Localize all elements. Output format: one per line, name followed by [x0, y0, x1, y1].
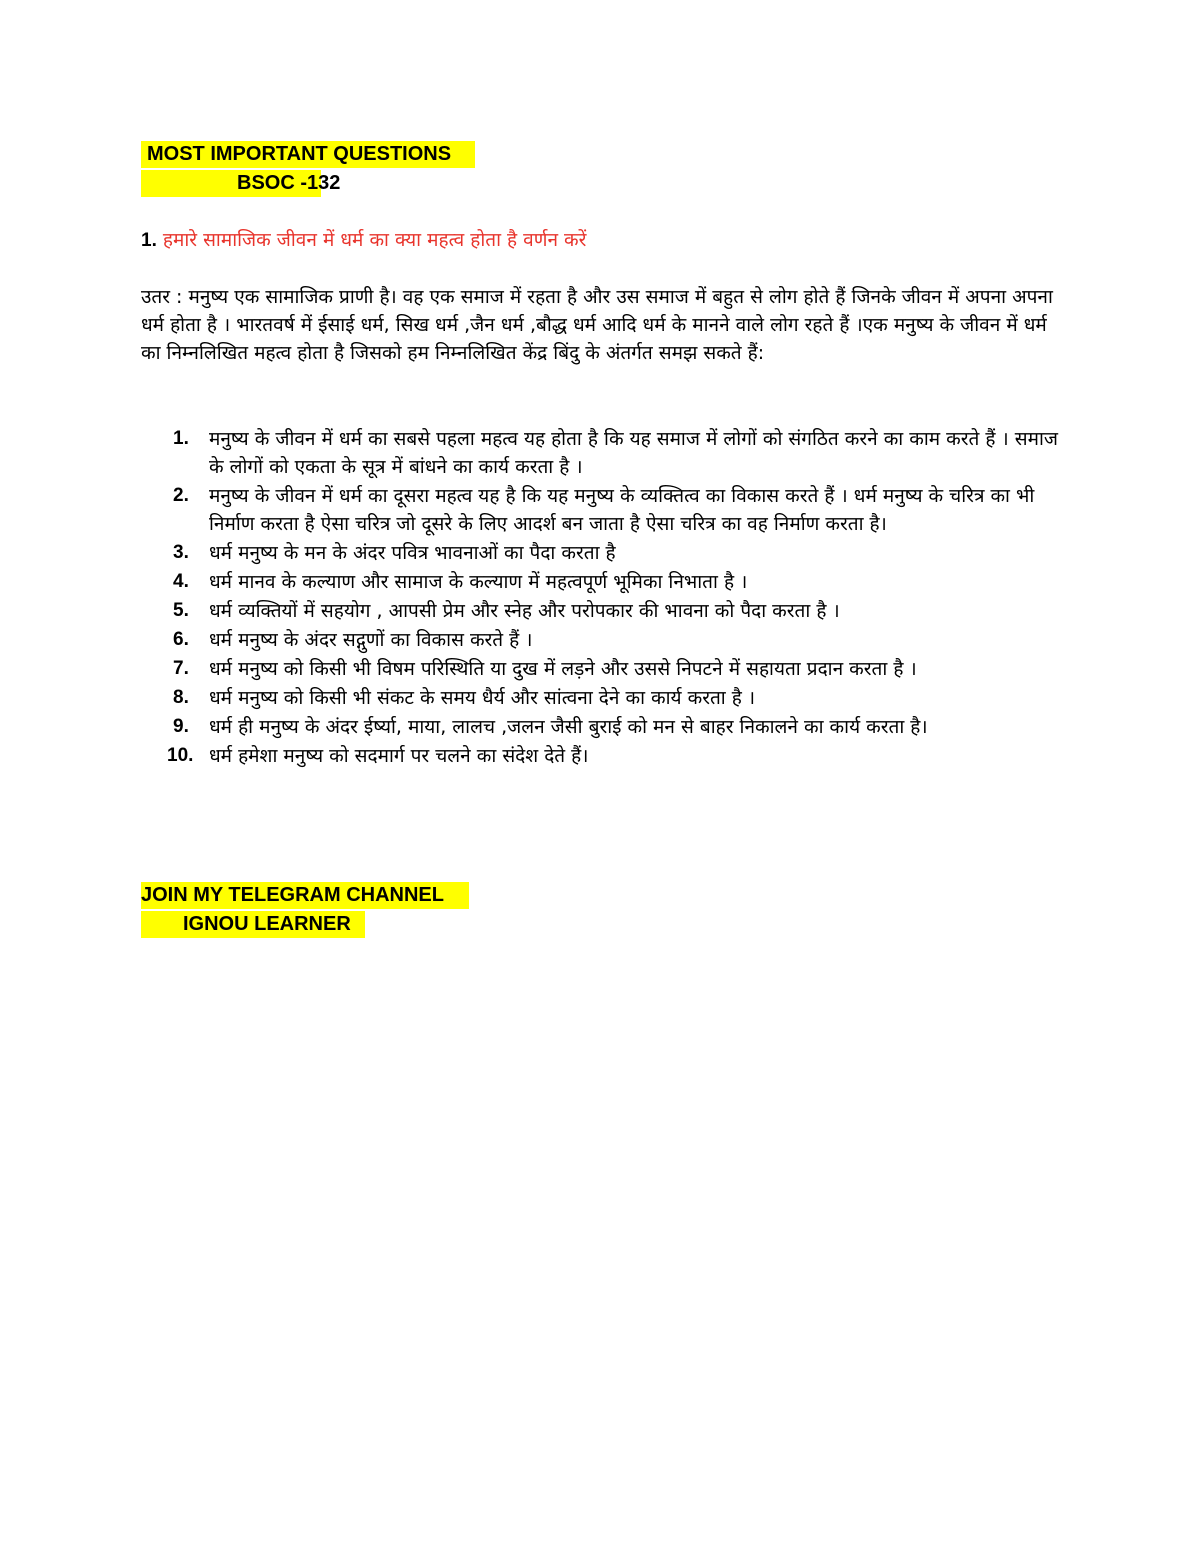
point-number: 6. — [173, 629, 189, 650]
channel-name-highlight: IGNOU LEARNER — [141, 911, 365, 938]
point-number: 1. — [173, 428, 189, 449]
list-item — [141, 539, 1061, 567]
point-number: 10. — [167, 745, 194, 766]
question-number: 1. — [141, 230, 157, 251]
list-item — [141, 597, 1061, 625]
point-text: धर्म हमेशा मनुष्य को सदमार्ग पर चलने का संदेश देते हैं। — [209, 745, 589, 767]
point-text: धर्म मनुष्य के मन के अंदर पवित्र भावनाओं का पैदा करता है — [209, 542, 616, 564]
point-number: 2. — [173, 485, 189, 506]
list-item — [141, 568, 1061, 596]
title-highlight: MOST IMPORTANT QUESTIONS — [141, 141, 475, 168]
course-code-highlight: BSOC -132 — [141, 170, 321, 197]
point-number: 4. — [173, 571, 189, 592]
point-text: मनुष्य के जीवन में धर्म का सबसे पहला महत्व यह होता है कि यह समाज में लोगों को संगठित करने का काम करते हैं । समाज के लोगों को एकता के सूत्र में बांधने का कार्य करता है । — [209, 428, 1059, 478]
point-text: धर्म मनुष्य को किसी भी संकट के समय धैर्य और सांत्वना देने का कार्य करता है । — [209, 687, 756, 709]
points-list — [141, 425, 1061, 771]
point-text: धर्म मानव के कल्याण और सामाज के कल्याण में महत्वपूर्ण भूमिका निभाता है । — [209, 571, 748, 593]
point-number: 7. — [173, 658, 189, 679]
point-text: धर्म व्यक्तियों में सहयोग , आपसी प्रेम और स्नेह और परोपकार की भावना को पैदा करता है । — [209, 600, 840, 622]
list-item — [141, 684, 1061, 712]
list-item — [141, 425, 1061, 481]
question-heading — [141, 226, 586, 255]
point-number: 8. — [173, 687, 189, 708]
list-item — [141, 713, 1061, 741]
point-number: 3. — [173, 542, 189, 563]
point-number: 9. — [173, 716, 189, 737]
list-item — [141, 482, 1061, 538]
point-text: धर्म मनुष्य के अंदर सद्गुणों का विकास करते हैं । — [209, 629, 533, 651]
list-item — [141, 742, 1061, 770]
list-item — [141, 655, 1061, 683]
point-text: धर्म ही मनुष्य के अंदर ईर्ष्या, माया, लालच ,जलन जैसी बुराई को मन से बाहर निकालने का कार्य करता है। — [209, 716, 928, 738]
point-text: मनुष्य के जीवन में धर्म का दूसरा महत्व यह है कि यह मनुष्य के व्यक्तित्व का विकास करते हैं । धर्म मनुष्य के चरित्र का भी निर्माण करता है ऐसा चरित्र जो दूसरे के लिए आदर्श बन जाता है ऐसा चरित्र का वह निर्माण करता है। — [209, 485, 1035, 535]
telegram-promo-highlight: JOIN MY TELEGRAM CHANNEL — [141, 882, 469, 909]
list-item — [141, 626, 1061, 654]
point-number: 5. — [173, 600, 189, 621]
point-text: धर्म मनुष्य को किसी भी विषम परिस्थिति या दुख में लड़ने और उससे निपटने में सहायता प्रदान करता है । — [209, 658, 917, 680]
answer-intro: उतर : मनुष्य एक सामाजिक प्राणी है। वह एक समाज में रहता है और उस समाज में बहुत से लोग होते हैं जिनके जीवन में अपना अपना धर्म होता है । भारतवर्ष में ईसाई धर्म, सिख धर्म ,जैन धर्म ,बौद्ध धर्म आदि धर्म के मानने वाले लोग रहते हैं ।एक मनुष्य के जीवन में धर्म का निम्नलिखित महत्व होता है जिसको हम निम्नलिखित केंद्र बिंदु के अंतर्गत समझ सकते हैं: — [141, 286, 1053, 364]
question-text: हमारे सामाजिक जीवन में धर्म का क्या महत्व होता है वर्णन करें — [162, 229, 587, 251]
